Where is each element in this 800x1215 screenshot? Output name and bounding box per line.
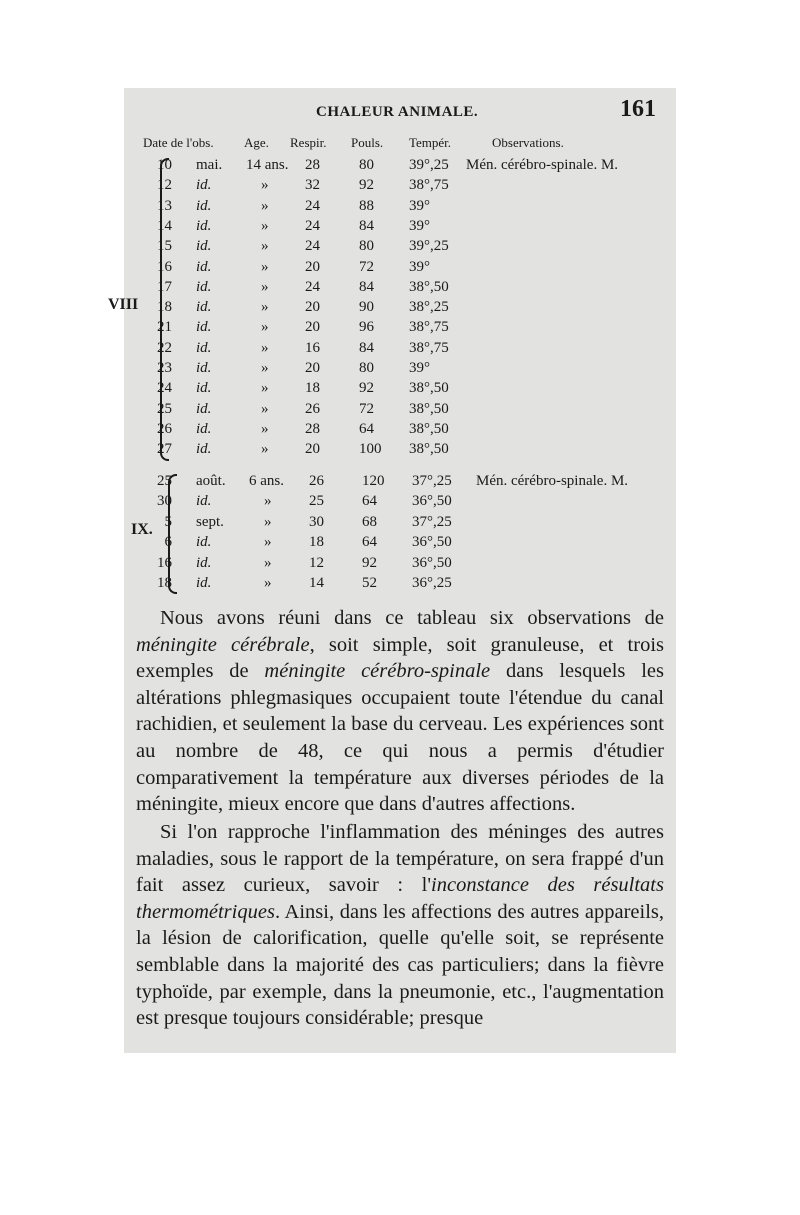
cell-pouls: 96 [359,319,374,336]
cell-temper: 38°,50 [409,400,449,417]
paragraph-2 [136,819,664,1032]
cell-respir: 24 [305,278,320,295]
cell-respir: 24 [305,217,320,234]
cell-respir: 20 [305,441,320,458]
text-run: Nous avons réuni dans ce tableau six observations de [160,607,664,629]
cell-pouls: 52 [362,575,377,591]
cell-pouls: 84 [359,217,374,234]
cell-pouls: 84 [359,339,374,356]
cell-day: 5 [164,513,172,530]
cell-month: id. [196,493,212,510]
cell-age: » [261,400,269,417]
cell-day: 13 [157,197,172,214]
cell-month: id. [196,441,212,458]
cell-pouls: 68 [362,513,377,530]
cell-temper: 36°,50 [412,534,452,551]
cell-age: » [261,441,269,458]
cell-temper: 39°,25 [409,157,449,173]
cell-age: » [264,575,272,591]
cell-day: 16 [157,554,172,571]
cell-month: id. [196,238,212,255]
cell-respir: 14 [309,575,324,591]
cell-respir: 28 [305,420,320,437]
header-col-observations: Observations. [492,135,564,150]
cell-temper: 38°,25 [409,299,449,316]
cell-pouls: 90 [359,299,374,316]
cell-age: » [261,319,269,336]
cell-month: id. [196,339,212,356]
cell-respir: 28 [305,157,320,173]
cell-age: » [264,554,272,571]
cell-pouls: 64 [362,534,377,551]
cell-month: id. [196,319,212,336]
cell-temper: 38°,75 [409,319,449,336]
cell-respir: 12 [309,554,324,571]
cell-age: » [261,339,269,356]
cell-month: mai. [196,157,223,173]
cell-month: id. [196,400,212,417]
cell-temper: 38°,75 [409,339,449,356]
cell-respir: 20 [305,299,320,316]
cell-pouls: 72 [359,400,374,417]
cell-month: id. [196,278,212,295]
cell-age: » [261,299,269,316]
cell-day: 22 [157,339,172,356]
group-label: IX. [131,521,153,539]
group-label: VIII [108,296,139,314]
cell-age: » [261,360,269,376]
cell-temper: 36°,50 [412,554,452,571]
cell-month: sept. [196,513,224,530]
cell-month: id. [196,420,212,437]
cell-respir: 26 [305,400,320,417]
cell-day: 6 [164,534,172,551]
text-run: Si l'on rapproche l'inflammation des méninges des autres maladies, sous le rapport de la température, on sera frappé d'un fait assez curieux, savoir : l' [136,821,664,897]
cell-age: » [261,258,269,275]
cell-respir: 26 [309,473,324,489]
cell-day: 27 [157,441,172,458]
cell-temper: 39° [409,217,430,234]
cell-temper: 38°,50 [409,441,449,458]
cell-temper: 36°,25 [412,575,452,591]
cell-age: 6 ans. [249,473,284,489]
cell-age: » [264,513,272,530]
cell-respir: 20 [305,319,320,336]
cell-day: 25 [157,400,172,417]
header-col-date: Date de l'obs. [143,135,214,150]
italic-phrase: méningite cérébrale [136,633,310,656]
cell-respir: 18 [305,380,320,397]
cell-respir: 30 [309,513,324,530]
cell-respir: 18 [309,534,324,551]
cell-temper: 39° [409,197,430,214]
cell-day: 12 [157,177,172,194]
cell-month: id. [196,575,212,591]
header-col-pouls: Pouls. [351,135,384,150]
cell-pouls: 120 [362,473,385,489]
text-run: . Ainsi, dans les affections des autres appareils, la lésion de calorification, quelle qu'elle soit, se représente semblable dans la majorité des cas particuliers; dans la fièvre typhoïde, par exemple, dans la pneumonie, etc., l'augmentation est presque toujours considérable; presque [136,900,664,1030]
cell-day: 18 [157,299,172,316]
cell-temper: 37°,25 [412,513,452,530]
cell-month: id. [196,177,212,194]
cell-day: 14 [157,217,172,234]
italic-phrase: méningite cérébro-spinale [264,660,491,683]
header-col-temper: Tempér. [409,135,452,150]
page-number: 161 [620,96,656,122]
cell-day: 17 [157,278,172,295]
cell-day: 18 [157,575,172,591]
text-run: , soit simple, soit granuleuse, et trois exemples de [136,633,664,683]
cell-pouls: 80 [359,238,374,255]
cell-respir: 20 [305,360,320,376]
cell-month: id. [196,217,212,234]
cell-pouls: 88 [359,197,374,214]
cell-temper: 36°,50 [412,493,452,510]
cell-respir: 20 [305,258,320,275]
cell-age: » [261,217,269,234]
cell-pouls: 64 [362,493,377,510]
cell-month: id. [196,534,212,551]
cell-age: » [261,177,269,194]
cell-pouls: 64 [359,420,374,437]
cell-temper: 39°,25 [409,238,449,255]
cell-temper: 39° [409,360,430,376]
cell-age: » [264,534,272,551]
cell-age: » [261,380,269,397]
header-col-age: Age. [244,135,269,150]
cell-pouls: 92 [359,380,374,397]
cell-pouls: 92 [359,177,374,194]
cell-day: 23 [157,360,172,376]
cell-day: 30 [157,493,172,510]
cell-respir: 24 [305,238,320,255]
cell-pouls: 100 [359,441,382,458]
cell-month: id. [196,197,212,214]
cell-temper: 38°,50 [409,380,449,397]
header-col-respir: Respir. [290,135,327,150]
cell-temper: 38°,50 [409,278,449,295]
cell-respir: 24 [305,197,320,214]
cell-month: id. [196,360,212,376]
cell-age: 14 ans. [246,157,289,173]
cell-temper: 38°,75 [409,177,449,194]
italic-phrase: inconstance des résultats thermométriques [136,874,664,923]
cell-age: » [261,238,269,255]
cell-temper: 39° [409,258,430,275]
cell-day: 21 [157,319,172,336]
cell-temper: 37°,25 [412,473,452,489]
cell-observations: Mén. cérébro-spinale. M. [466,157,619,173]
text-run: dans lesquels les altérations phlegmasiques occupaient toute l'étendue du canal rachidien, et seulement la base du cerveau. Les expériences sont au nombre de 48, ce qui nous a permis d'étudier comparativement la température aux diverses périodes de la méningite, mieux encore que dans d'autres affections. [136,660,664,816]
cell-respir: 25 [309,493,324,510]
cell-day: 25 [157,473,172,489]
cell-age: » [261,197,269,214]
cell-day: 16 [157,258,172,275]
cell-month: id. [196,554,212,571]
cell-day: 24 [157,380,172,397]
cell-day: 26 [157,420,172,437]
cell-month: id. [196,258,212,275]
cell-age: » [264,493,272,510]
cell-month: août. [196,473,226,489]
cell-temper: 38°,50 [409,420,449,437]
cell-pouls: 92 [362,554,377,571]
cell-age: » [261,278,269,295]
cell-day: 15 [157,238,172,255]
cell-age: » [261,420,269,437]
cell-pouls: 84 [359,278,374,295]
cell-month: id. [196,380,212,397]
cell-respir: 32 [305,177,320,194]
paragraph-1 [136,605,664,818]
cell-pouls: 80 [359,157,374,173]
running-head: CHALEUR ANIMALE. [316,104,479,120]
cell-month: id. [196,299,212,316]
cell-pouls: 72 [359,258,374,275]
cell-observations: Mén. cérébro-spinale. M. [476,473,629,489]
cell-pouls: 80 [359,360,374,376]
cell-respir: 16 [305,339,320,356]
cell-day: 10 [157,157,172,173]
